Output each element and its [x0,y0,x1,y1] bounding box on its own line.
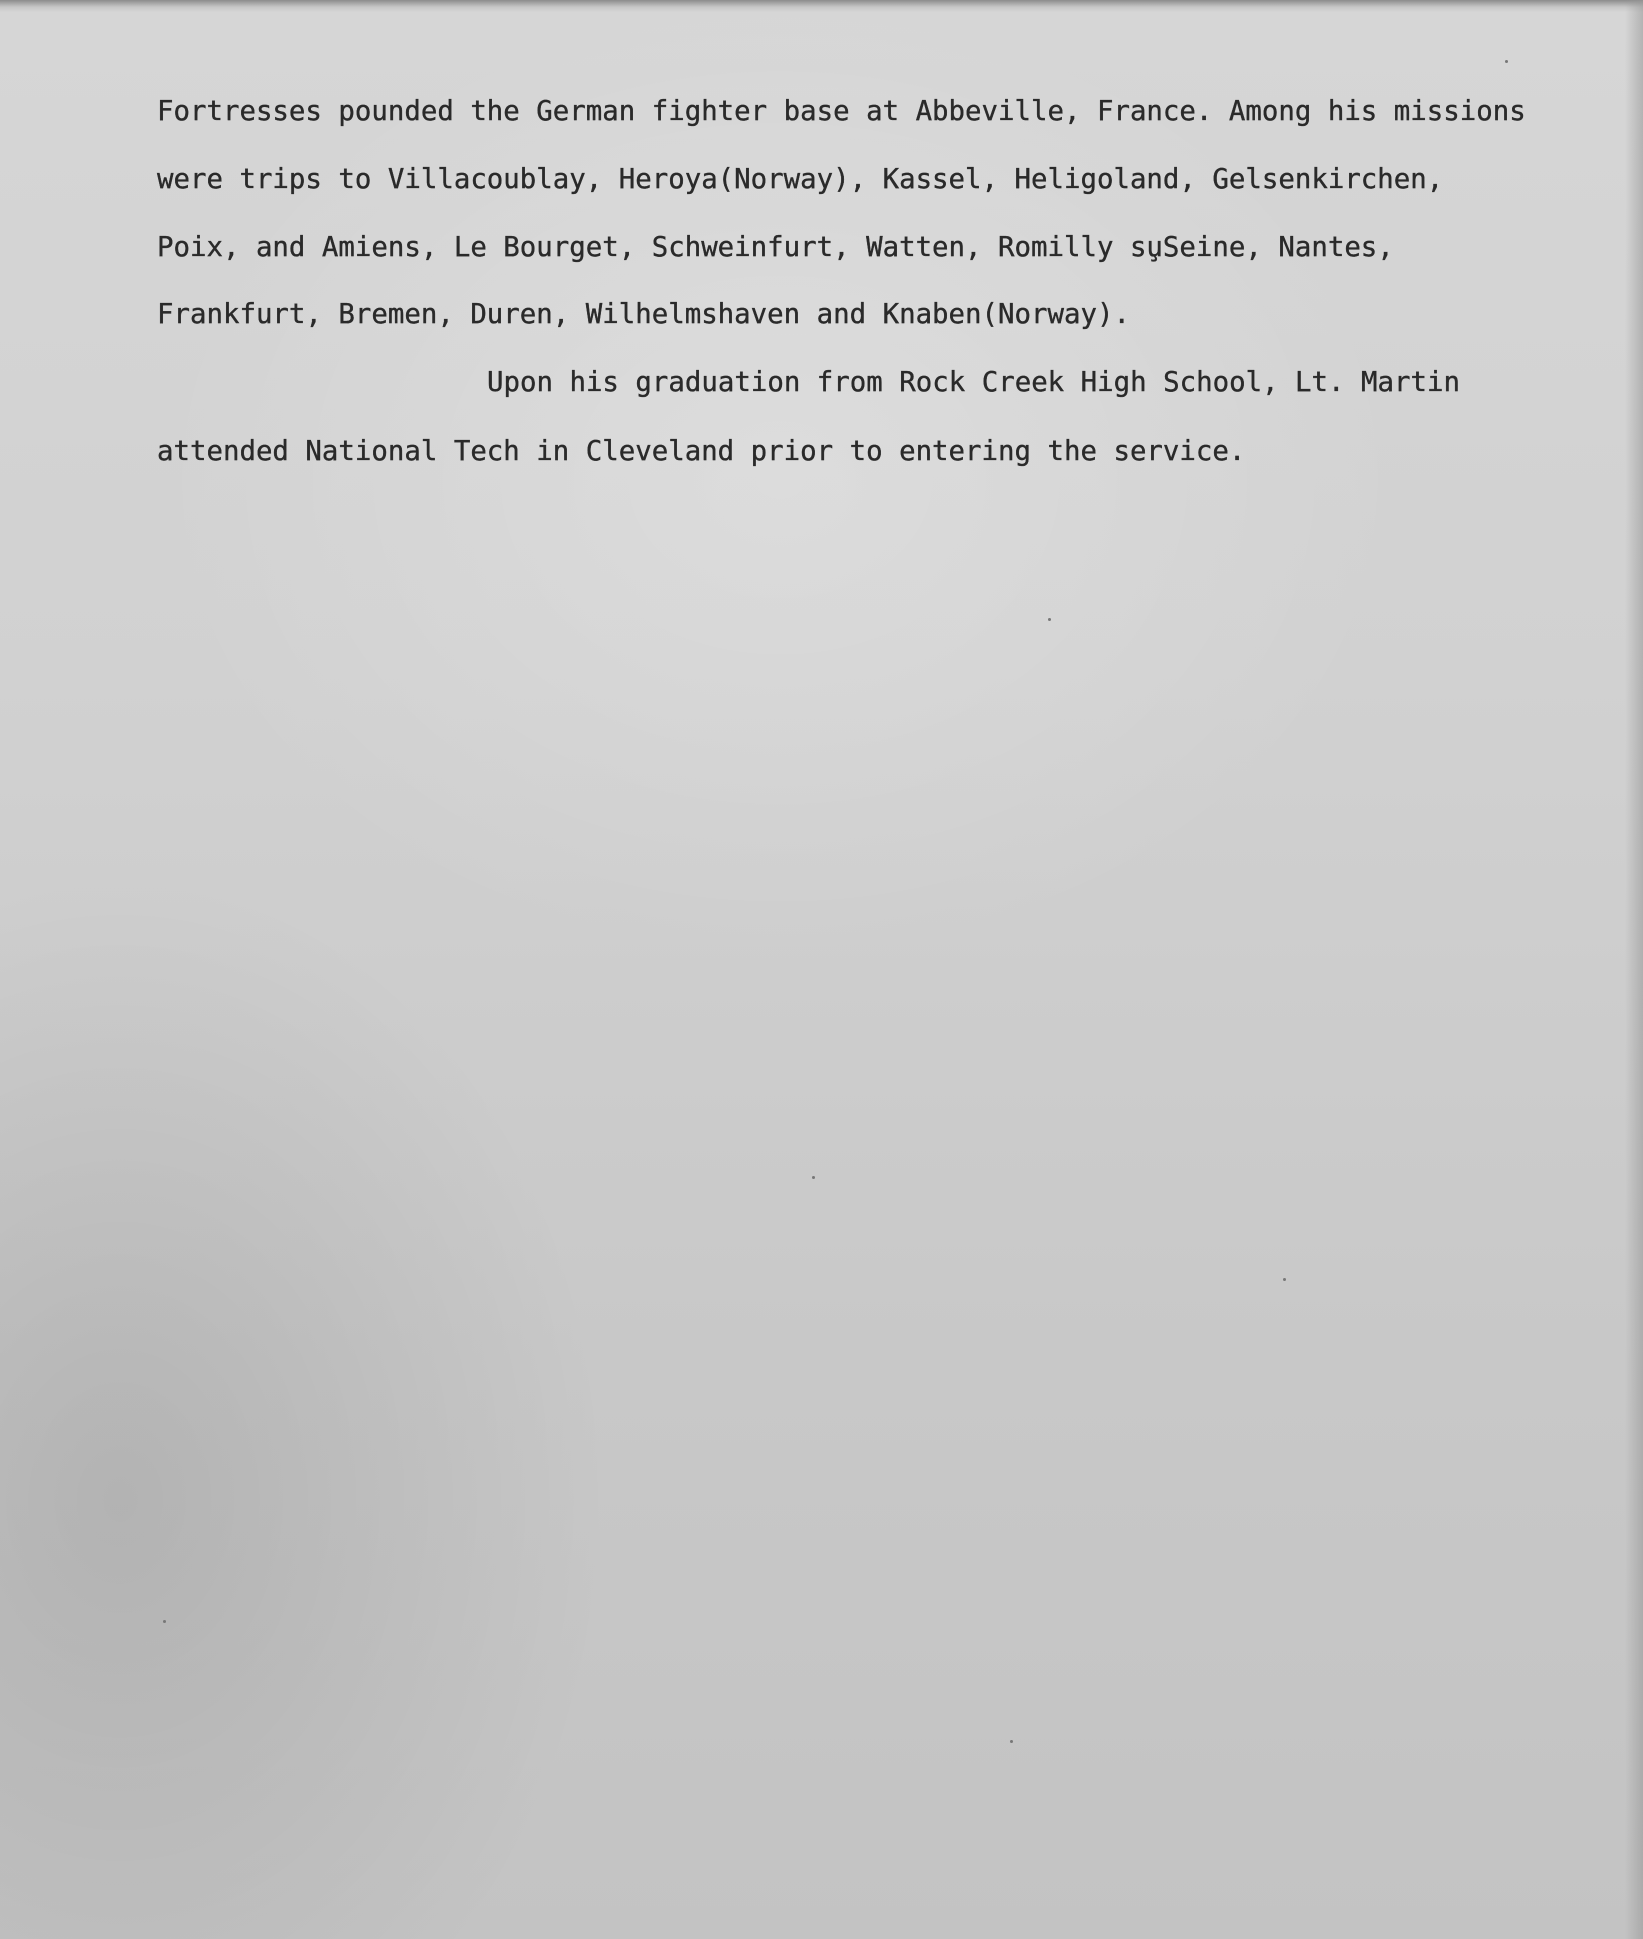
paper-speck [1283,1278,1286,1281]
paragraph-2-first-line: Upon his graduation from Rock Creek High School, Lt. Martin [487,367,1460,398]
paper-speck [1048,618,1051,621]
text-line-3: Poix, and Amiens, Le Bourget, Schweinfurt, Watten, Romilly su̧Seine, Nantes, [157,232,1394,263]
paper-speck [1010,1740,1013,1743]
paper-speck [1505,60,1508,63]
text-line-1: Fortresses pounded the German fighter base at Abbeville, France. Among his missions [157,96,1526,127]
text-line-6: attended National Tech in Cleveland prior to entering the service. [157,436,1246,467]
page-right-shadow [1625,0,1643,1939]
paper-speck [812,1176,815,1179]
text-line-2: were trips to Villacoublay, Heroya(Norway), Kassel, Heligoland, Gelsenkirchen, [157,164,1444,195]
paper-speck [163,1620,166,1623]
page-top-shadow [0,0,1643,12]
text-line-4: Frankfurt, Bremen, Duren, Wilhelmshaven and Knaben(Norway). [157,299,1130,330]
